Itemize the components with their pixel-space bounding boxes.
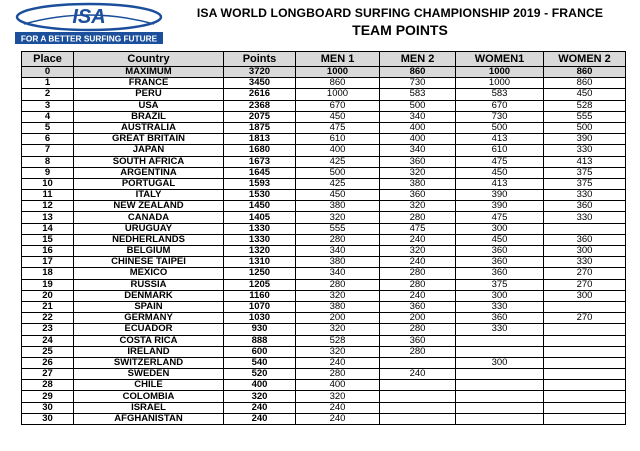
cell-men2: 320 (380, 201, 456, 212)
cell-country: GREAT BRITAIN (74, 134, 224, 145)
cell-country: AUSTRALIA (74, 122, 224, 133)
column-header-women1: WOMEN1 (456, 52, 544, 67)
cell-country: MEXICO (74, 268, 224, 279)
cell-women2: 330 (544, 212, 626, 223)
table-row (22, 257, 626, 268)
isa-logo (14, 2, 164, 46)
cell-men1: 240 (296, 402, 380, 413)
cell-women2: 375 (544, 178, 626, 189)
cell-men2: 320 (380, 167, 456, 178)
cell-women1: 450 (456, 167, 544, 178)
cell-country: COSTA RICA (74, 335, 224, 346)
cell-men1: 320 (296, 391, 380, 402)
cell-country: CHILE (74, 380, 224, 391)
cell-men2: 400 (380, 134, 456, 145)
page-subtitle: TEAM POINTS (352, 22, 448, 38)
cell-women1: 360 (456, 257, 544, 268)
table-row (22, 413, 626, 424)
cell-men2 (380, 391, 456, 402)
cell-place: 13 (22, 212, 74, 223)
cell-country: PERU (74, 89, 224, 100)
table-row (22, 268, 626, 279)
cell-place: 5 (22, 122, 74, 133)
cell-men2: 860 (380, 67, 456, 78)
table-row (22, 234, 626, 245)
table-row (22, 290, 626, 301)
cell-points: 1813 (224, 134, 296, 145)
cell-women2: 270 (544, 279, 626, 290)
cell-points: 1530 (224, 190, 296, 201)
table-row (22, 369, 626, 380)
cell-men2: 280 (380, 212, 456, 223)
cell-points: 600 (224, 346, 296, 357)
cell-women1: 500 (456, 122, 544, 133)
table-row (22, 178, 626, 189)
cell-men1: 320 (296, 324, 380, 335)
cell-points: 1070 (224, 301, 296, 312)
cell-women2 (544, 413, 626, 424)
cell-points: 2075 (224, 111, 296, 122)
cell-place: 12 (22, 201, 74, 212)
cell-place: 6 (22, 134, 74, 145)
cell-points: 1330 (224, 234, 296, 245)
cell-women1 (456, 346, 544, 357)
cell-place: 17 (22, 257, 74, 268)
cell-place: 2 (22, 89, 74, 100)
table-row (22, 335, 626, 346)
cell-women1: 360 (456, 313, 544, 324)
logo-tagline: FOR A BETTER SURFING FUTURE (20, 33, 158, 44)
cell-country: DENMARK (74, 290, 224, 301)
cell-men1: 380 (296, 257, 380, 268)
cell-points: 1680 (224, 145, 296, 156)
cell-men1: 240 (296, 357, 380, 368)
cell-women2 (544, 324, 626, 335)
cell-men2: 240 (380, 234, 456, 245)
cell-place: 23 (22, 324, 74, 335)
cell-points: 1673 (224, 156, 296, 167)
cell-women2: 330 (544, 190, 626, 201)
cell-men2: 280 (380, 268, 456, 279)
table-row (22, 156, 626, 167)
cell-points: 1030 (224, 313, 296, 324)
cell-women2: 555 (544, 111, 626, 122)
cell-place: 19 (22, 279, 74, 290)
column-header-women2: WOMEN 2 (544, 52, 626, 67)
table-row (22, 134, 626, 145)
table-row (22, 145, 626, 156)
cell-country: ARGENTINA (74, 167, 224, 178)
cell-place: 29 (22, 391, 74, 402)
cell-women1 (456, 413, 544, 424)
logo-text: ISA (72, 6, 106, 28)
cell-women2 (544, 335, 626, 346)
table-row (22, 324, 626, 335)
cell-points: 1645 (224, 167, 296, 178)
cell-place: 4 (22, 111, 74, 122)
cell-country: BRAZIL (74, 111, 224, 122)
cell-men1: 240 (296, 413, 380, 424)
cell-men2: 240 (380, 369, 456, 380)
cell-country: NEW ZEALAND (74, 201, 224, 212)
cell-men1: 340 (296, 268, 380, 279)
table-row (22, 313, 626, 324)
cell-place: 26 (22, 357, 74, 368)
cell-women2 (544, 223, 626, 234)
cell-women1: 330 (456, 324, 544, 335)
cell-points: 320 (224, 391, 296, 402)
cell-men1: 340 (296, 246, 380, 257)
cell-men1: 450 (296, 111, 380, 122)
cell-place: 14 (22, 223, 74, 234)
cell-women1: 300 (456, 290, 544, 301)
cell-women1: 1000 (456, 67, 544, 78)
cell-men2: 583 (380, 89, 456, 100)
cell-women1 (456, 335, 544, 346)
cell-women2 (544, 402, 626, 413)
cell-women1: 450 (456, 234, 544, 245)
cell-men1: 500 (296, 167, 380, 178)
cell-women1: 413 (456, 178, 544, 189)
cell-men2: 360 (380, 301, 456, 312)
cell-men1: 475 (296, 122, 380, 133)
table-row (22, 89, 626, 100)
cell-country: ISRAEL (74, 402, 224, 413)
cell-country: FRANCE (74, 78, 224, 89)
table-row (22, 402, 626, 413)
table-row (22, 391, 626, 402)
cell-men1: 425 (296, 156, 380, 167)
cell-women1: 730 (456, 111, 544, 122)
cell-men2: 360 (380, 335, 456, 346)
column-header-place: Place (22, 52, 74, 67)
cell-points: 240 (224, 402, 296, 413)
cell-country: CANADA (74, 212, 224, 223)
table-row (22, 279, 626, 290)
cell-points: 2616 (224, 89, 296, 100)
cell-women1: 360 (456, 246, 544, 257)
cell-women2: 860 (544, 67, 626, 78)
cell-men2: 200 (380, 313, 456, 324)
team-points-table (21, 51, 626, 425)
cell-place: 8 (22, 156, 74, 167)
cell-women1: 610 (456, 145, 544, 156)
cell-men1: 380 (296, 201, 380, 212)
cell-women2 (544, 369, 626, 380)
cell-country: GERMANY (74, 313, 224, 324)
cell-points: 520 (224, 369, 296, 380)
cell-country: MAXIMUM (74, 67, 224, 78)
cell-women1: 475 (456, 212, 544, 223)
cell-men2: 340 (380, 111, 456, 122)
cell-men1: 1000 (296, 67, 380, 78)
cell-men1: 320 (296, 346, 380, 357)
cell-women2: 500 (544, 122, 626, 133)
table-row (22, 78, 626, 89)
cell-points: 1450 (224, 201, 296, 212)
table-header-row (22, 52, 626, 67)
cell-place: 28 (22, 380, 74, 391)
page-header (0, 0, 640, 48)
cell-country: ITALY (74, 190, 224, 201)
cell-points: 1205 (224, 279, 296, 290)
column-header-men2: MEN 2 (380, 52, 456, 67)
cell-men1: 425 (296, 178, 380, 189)
cell-men1: 400 (296, 145, 380, 156)
cell-points: 1310 (224, 257, 296, 268)
cell-women2: 300 (544, 290, 626, 301)
cell-men1: 280 (296, 279, 380, 290)
cell-men2: 380 (380, 178, 456, 189)
page-title: ISA WORLD LONGBOARD SURFING CHAMPIONSHIP 2019 - FRANCE (196, 6, 604, 20)
cell-women1 (456, 369, 544, 380)
table-row (22, 67, 626, 78)
cell-country: AFGHANISTAN (74, 413, 224, 424)
cell-women2: 330 (544, 257, 626, 268)
cell-points: 400 (224, 380, 296, 391)
cell-women2: 360 (544, 234, 626, 245)
cell-men2: 320 (380, 246, 456, 257)
cell-men1: 528 (296, 335, 380, 346)
cell-women1: 300 (456, 357, 544, 368)
cell-place: 11 (22, 190, 74, 201)
cell-points: 1160 (224, 290, 296, 301)
cell-place: 9 (22, 167, 74, 178)
cell-place: 10 (22, 178, 74, 189)
cell-women1: 390 (456, 201, 544, 212)
cell-country: USA (74, 100, 224, 111)
cell-women1: 475 (456, 156, 544, 167)
cell-men1: 400 (296, 380, 380, 391)
cell-men1: 450 (296, 190, 380, 201)
cell-men2: 280 (380, 324, 456, 335)
column-header-men1: MEN 1 (296, 52, 380, 67)
table-row (22, 223, 626, 234)
cell-country: SWITZERLAND (74, 357, 224, 368)
table-row (22, 190, 626, 201)
cell-women1: 375 (456, 279, 544, 290)
cell-men2: 280 (380, 279, 456, 290)
cell-women1: 390 (456, 190, 544, 201)
table-row (22, 111, 626, 122)
cell-women2: 330 (544, 145, 626, 156)
cell-points: 1250 (224, 268, 296, 279)
cell-men2: 730 (380, 78, 456, 89)
cell-men2: 240 (380, 257, 456, 268)
cell-points: 3450 (224, 78, 296, 89)
cell-women2: 528 (544, 100, 626, 111)
cell-men2: 280 (380, 346, 456, 357)
table-body (22, 67, 626, 425)
cell-place: 24 (22, 335, 74, 346)
table-row (22, 167, 626, 178)
table-row (22, 212, 626, 223)
cell-country: PORTUGAL (74, 178, 224, 189)
cell-country: SOUTH AFRICA (74, 156, 224, 167)
cell-place: 3 (22, 100, 74, 111)
column-header-points: Points (224, 52, 296, 67)
cell-men1: 610 (296, 134, 380, 145)
cell-men1: 320 (296, 212, 380, 223)
cell-place: 22 (22, 313, 74, 324)
cell-women2: 450 (544, 89, 626, 100)
cell-women2 (544, 301, 626, 312)
cell-place: 7 (22, 145, 74, 156)
cell-women1: 1000 (456, 78, 544, 89)
cell-place: 27 (22, 369, 74, 380)
cell-points: 888 (224, 335, 296, 346)
cell-men2: 360 (380, 156, 456, 167)
cell-women2: 300 (544, 246, 626, 257)
table-row (22, 357, 626, 368)
cell-women1: 330 (456, 301, 544, 312)
cell-men1: 670 (296, 100, 380, 111)
cell-place: 0 (22, 67, 74, 78)
cell-men1: 320 (296, 290, 380, 301)
cell-men2 (380, 413, 456, 424)
cell-points: 1320 (224, 246, 296, 257)
cell-men1: 860 (296, 78, 380, 89)
cell-women2 (544, 346, 626, 357)
cell-country: ECUADOR (74, 324, 224, 335)
cell-country: BELGIUM (74, 246, 224, 257)
cell-men2: 240 (380, 290, 456, 301)
cell-men1: 1000 (296, 89, 380, 100)
cell-points: 1330 (224, 223, 296, 234)
table-row (22, 301, 626, 312)
cell-women2: 860 (544, 78, 626, 89)
cell-men2: 475 (380, 223, 456, 234)
cell-points: 1593 (224, 178, 296, 189)
cell-women2 (544, 357, 626, 368)
table-row (22, 346, 626, 357)
cell-women1: 670 (456, 100, 544, 111)
cell-points: 240 (224, 413, 296, 424)
cell-men2 (380, 357, 456, 368)
cell-men1: 200 (296, 313, 380, 324)
column-header-country: Country (74, 52, 224, 67)
table-row (22, 201, 626, 212)
table-row (22, 380, 626, 391)
cell-women2 (544, 380, 626, 391)
cell-women2: 360 (544, 201, 626, 212)
cell-men1: 380 (296, 301, 380, 312)
cell-men2 (380, 402, 456, 413)
cell-points: 1405 (224, 212, 296, 223)
cell-men2: 360 (380, 190, 456, 201)
cell-men2 (380, 380, 456, 391)
cell-country: RUSSIA (74, 279, 224, 290)
cell-place: 18 (22, 268, 74, 279)
cell-place: 1 (22, 78, 74, 89)
cell-women1 (456, 391, 544, 402)
cell-men1: 280 (296, 234, 380, 245)
cell-women2: 270 (544, 268, 626, 279)
cell-country: CHINESE TAIPEI (74, 257, 224, 268)
cell-men1: 280 (296, 369, 380, 380)
cell-country: COLOMBIA (74, 391, 224, 402)
cell-women1: 583 (456, 89, 544, 100)
cell-women1: 413 (456, 134, 544, 145)
cell-men1: 555 (296, 223, 380, 234)
cell-women1: 300 (456, 223, 544, 234)
cell-women1 (456, 380, 544, 391)
cell-women2: 270 (544, 313, 626, 324)
cell-points: 930 (224, 324, 296, 335)
cell-women2: 375 (544, 167, 626, 178)
cell-points: 540 (224, 357, 296, 368)
cell-men2: 500 (380, 100, 456, 111)
cell-points: 1875 (224, 122, 296, 133)
cell-women1 (456, 402, 544, 413)
cell-men2: 400 (380, 122, 456, 133)
cell-country: URUGUAY (74, 223, 224, 234)
cell-country: IRELAND (74, 346, 224, 357)
cell-women1: 360 (456, 268, 544, 279)
cell-country: NEDHERLANDS (74, 234, 224, 245)
cell-place: 25 (22, 346, 74, 357)
cell-place: 20 (22, 290, 74, 301)
cell-women2: 413 (544, 156, 626, 167)
cell-place: 30 (22, 402, 74, 413)
cell-place: 15 (22, 234, 74, 245)
cell-country: JAPAN (74, 145, 224, 156)
cell-place: 16 (22, 246, 74, 257)
cell-men2: 340 (380, 145, 456, 156)
cell-place: 21 (22, 301, 74, 312)
cell-place: 30 (22, 413, 74, 424)
cell-points: 2368 (224, 100, 296, 111)
cell-country: SPAIN (74, 301, 224, 312)
table-row (22, 246, 626, 257)
table-row (22, 100, 626, 111)
cell-points: 3720 (224, 67, 296, 78)
cell-women2 (544, 391, 626, 402)
table-row (22, 122, 626, 133)
cell-country: SWEDEN (74, 369, 224, 380)
cell-women2: 390 (544, 134, 626, 145)
